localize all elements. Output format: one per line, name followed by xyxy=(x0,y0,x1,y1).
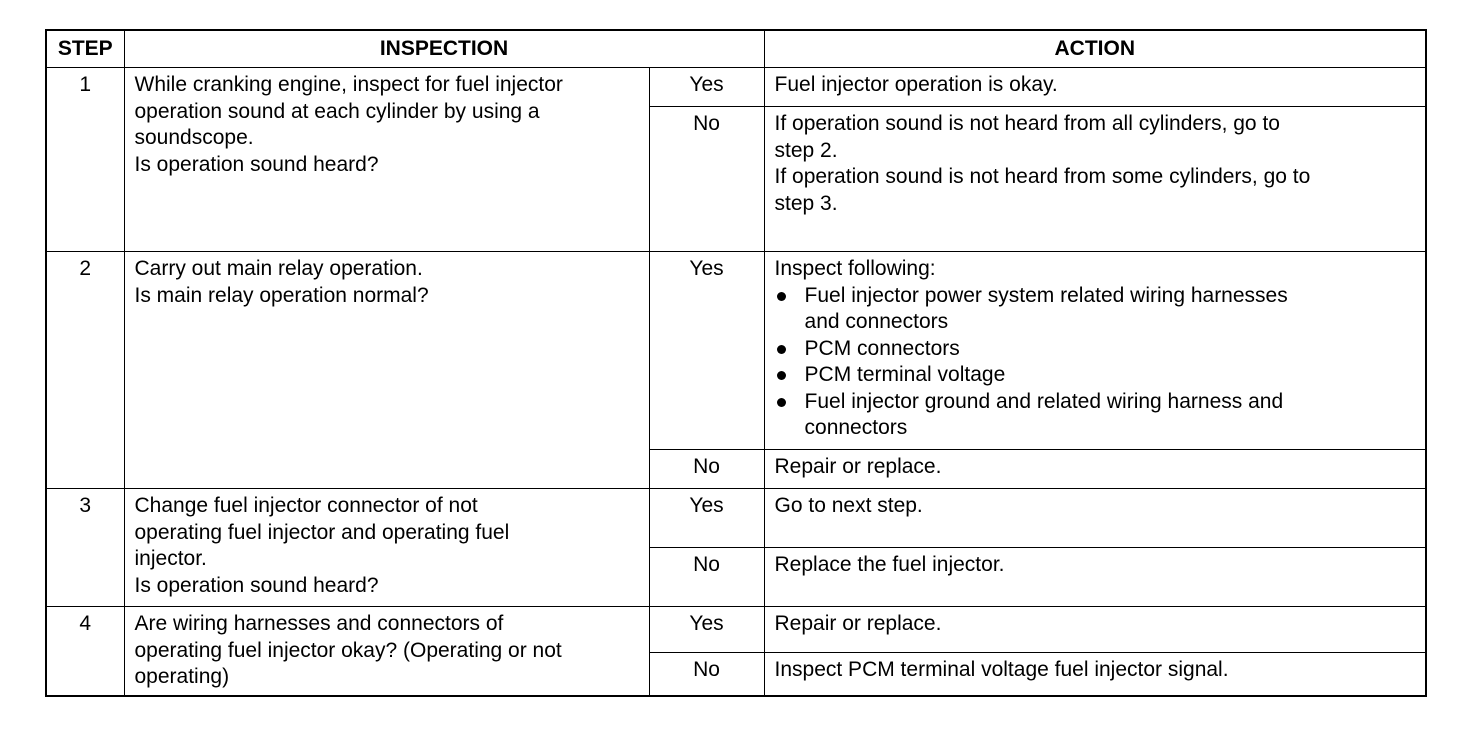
bullet-icon xyxy=(777,371,786,380)
header-step: STEP xyxy=(46,30,124,68)
action-text: If operation sound is not heard from all cylinders, go to step 2. If operation sound is not heard from some cylinders, go to step 3. xyxy=(764,107,1426,252)
list-item: Fuel injector power system related wiring harnesses and connectors xyxy=(775,283,1416,336)
action-text: Repair or replace. xyxy=(764,450,1426,489)
list-item: PCM terminal voltage xyxy=(775,362,1416,389)
action-text: Fuel injector operation is okay. xyxy=(764,68,1426,107)
step-number: 4 xyxy=(46,607,124,696)
action-text: Repair or replace. xyxy=(764,607,1426,653)
inspection-text: Carry out main relay operation. Is main relay operation normal? xyxy=(124,252,649,489)
header-action: ACTION xyxy=(764,30,1426,68)
yes-label: Yes xyxy=(649,68,764,107)
no-label: No xyxy=(649,653,764,696)
step-4-yes-row xyxy=(46,607,1426,653)
action-text: Go to next step. xyxy=(764,489,1426,548)
inspection-text: Change fuel injector connector of not operating fuel injector and operating fuel injector. Is operation sound heard? xyxy=(124,489,649,607)
yes-label: Yes xyxy=(649,607,764,653)
action-intro: Inspect following: xyxy=(774,257,936,280)
list-item: PCM connectors xyxy=(775,336,1416,363)
header-row xyxy=(46,30,1426,68)
action-text: Replace the fuel injector. xyxy=(764,548,1426,607)
diagnostic-table xyxy=(45,29,1427,697)
inspection-list xyxy=(775,283,1416,442)
action-text: Inspect PCM terminal voltage fuel injector signal. xyxy=(764,653,1426,696)
bullet-icon xyxy=(777,398,786,407)
yes-label: Yes xyxy=(649,252,764,450)
no-label: No xyxy=(649,548,764,607)
step-2-yes-row xyxy=(46,252,1426,450)
list-item: Fuel injector ground and related wiring harness and connectors xyxy=(775,389,1416,442)
action-cell xyxy=(764,252,1426,450)
step-number: 1 xyxy=(46,68,124,252)
no-label: No xyxy=(649,450,764,489)
bullet-icon xyxy=(777,292,786,301)
no-label: No xyxy=(649,107,764,252)
inspection-text: Are wiring harnesses and connectors of operating fuel injector okay? (Operating or not operating) xyxy=(124,607,649,696)
bullet-icon xyxy=(777,345,786,354)
step-1-yes-row xyxy=(46,68,1426,107)
inspection-text: While cranking engine, inspect for fuel injector operation sound at each cylinder by using a soundscope. Is operation sound heard? xyxy=(124,68,649,252)
yes-label: Yes xyxy=(649,489,764,548)
header-inspection: INSPECTION xyxy=(124,30,764,68)
step-number: 2 xyxy=(46,252,124,489)
step-3-yes-row xyxy=(46,489,1426,548)
step-number: 3 xyxy=(46,489,124,607)
